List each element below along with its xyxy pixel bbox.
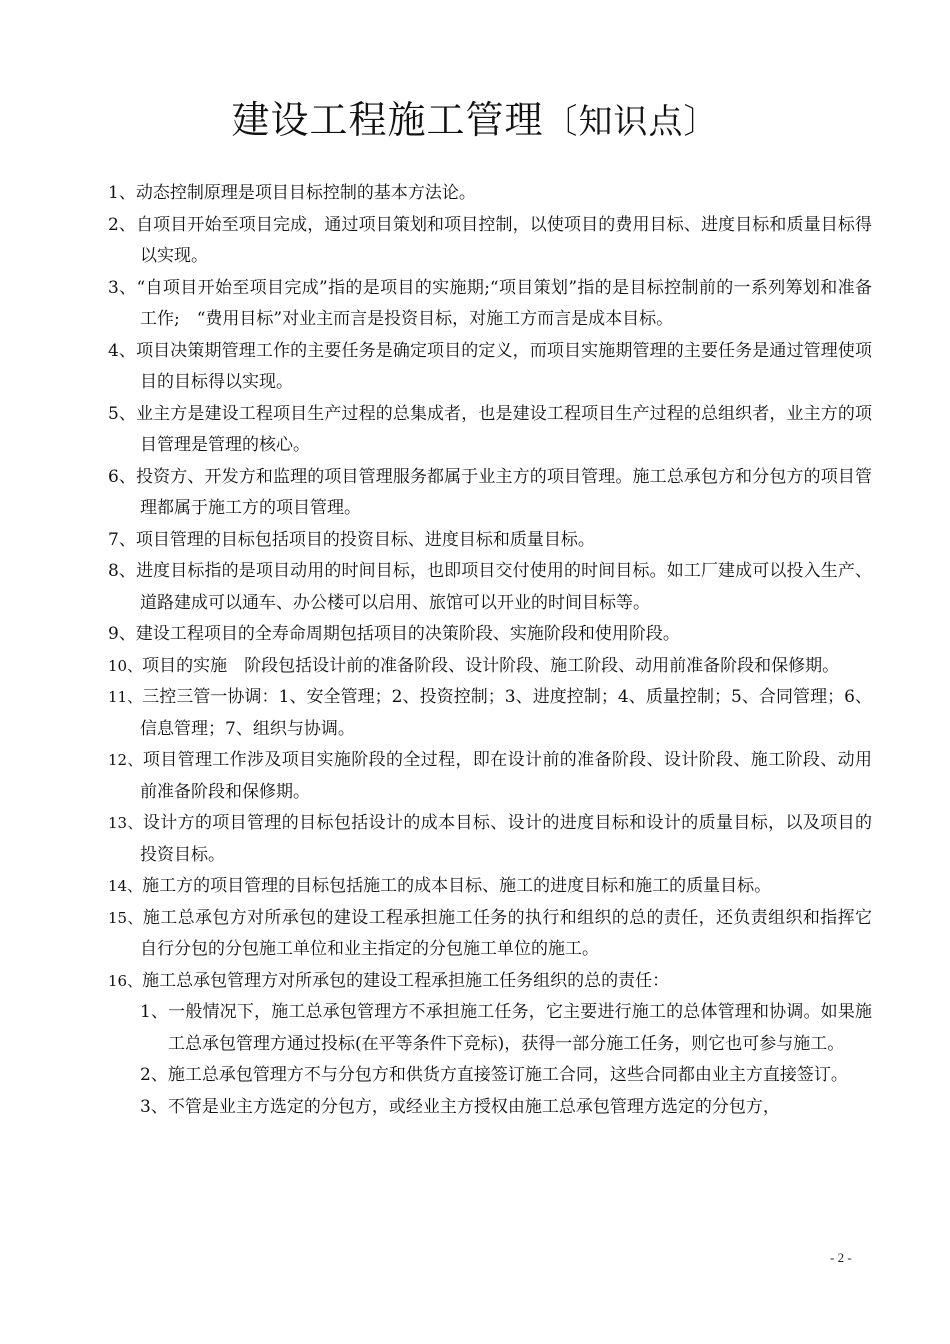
knowledge-point-list bbox=[108, 178, 872, 1123]
sub-list-item bbox=[140, 997, 872, 1060]
item-number: 7、 bbox=[108, 529, 136, 550]
item-number: 15、 bbox=[108, 908, 143, 927]
item-text: 项目管理的目标包括项目的投资目标、进度目标和质量目标。 bbox=[135, 529, 595, 550]
list-item bbox=[108, 556, 872, 619]
list-item bbox=[108, 399, 872, 462]
list-item bbox=[108, 651, 872, 683]
item-number: 2、 bbox=[108, 214, 137, 235]
sub-item-number: 3、 bbox=[140, 1096, 168, 1117]
item-text: 施工方的项目管理的目标包括施工的成本目标、施工的进度目标和施工的质量目标。 bbox=[142, 876, 772, 896]
item-text: 建设工程项目的全寿命周期包括项目的决策阶段、实施阶段和使用阶段。 bbox=[135, 624, 680, 644]
item-text: “自项目开始至项目完成”指的是项目的实施期;“项目策划”指的是目标控制前的一系列筹划和准备工作; “费用目标”对业主而言是投资目标，对施工方而言是成本目标。 bbox=[136, 277, 872, 329]
item-number: 16、 bbox=[108, 971, 143, 990]
item-number: 9、 bbox=[108, 624, 136, 644]
item-text: 进度目标指的是项目动用的时间目标，也即项目交付使用的时间目标。如工厂建成可以投入生产、道路建成可以通车、办公楼可以启用、旅馆可以开业的时间目标等。 bbox=[136, 561, 872, 613]
item-number: 13、 bbox=[108, 814, 143, 832]
list-item bbox=[108, 903, 872, 966]
list-item bbox=[108, 462, 872, 525]
list-item bbox=[108, 178, 872, 210]
item-number: 8、 bbox=[108, 561, 137, 581]
item-text: 项目的实施 阶段包括设计前的准备阶段、设计阶段、施工阶段、动用前准备阶段和保修期。 bbox=[142, 655, 840, 676]
item-text: 投资方、开发方和监理的项目管理服务都属于业主方的项目管理。施工总承包方和分包方的项目管理都属于施工方的项目管理。 bbox=[136, 466, 872, 518]
list-item bbox=[108, 336, 872, 399]
title-main: 建设工程施工管理 bbox=[231, 98, 544, 142]
sub-item-number: 2、 bbox=[140, 1065, 168, 1085]
sub-item-text: 一般情况下，施工总承包管理方不承担施工任务，它主要进行施工的总体管理和协调。如果施工总承包管理方通过投标(在平等条件下竞标)，获得一部分施工任务，则它也可参与施工。 bbox=[168, 1002, 873, 1054]
list-item bbox=[108, 273, 872, 336]
item-text: 业主方是建设工程项目生产过程的总集成者，也是建设工程项目生产过程的总组织者，业主方的项目管理是管理的核心。 bbox=[136, 403, 872, 455]
list-item bbox=[108, 619, 872, 651]
sub-list-item bbox=[140, 1092, 872, 1124]
item-text: 自项目开始至项目完成，通过项目策划和项目控制，以使项目的费用目标、进度目标和质量目标得以实现。 bbox=[136, 214, 872, 266]
list-item bbox=[108, 525, 872, 557]
list-item bbox=[108, 210, 872, 273]
item-number: 12、 bbox=[108, 751, 143, 769]
page-number: - 2 - bbox=[830, 1250, 852, 1265]
sub-item-number: 1、 bbox=[140, 1002, 169, 1022]
item-text: 设计方的项目管理的目标包括设计的成本目标、设计的进度目标和设计的质量目标，以及项目的投资目标。 bbox=[140, 813, 872, 865]
sub-item-text: 施工总承包管理方不与分包方和供货方直接签订施工合同，这些合同都由业主方直接签订。 bbox=[167, 1065, 848, 1085]
title-parenthetical: 〔知识点〕 bbox=[543, 102, 719, 142]
sub-item-text: 不管是业主方选定的分包方，或经业主方授权由施工总承包管理方选定的分包方， bbox=[167, 1096, 780, 1117]
sub-list-item bbox=[140, 1060, 872, 1092]
item-number: 14、 bbox=[108, 877, 143, 895]
item-text: 施工总承包方对所承包的建设工程承担施工任务的执行和组织的总的责任，还负责组织和指挥它自行分包的分包施工单位和业主指定的分包施工单位的施工。 bbox=[140, 907, 872, 959]
item-number: 4、 bbox=[108, 340, 137, 361]
list-item bbox=[108, 808, 872, 871]
item-text: 三控三管一协调：1、安全管理；2、投资控制；3、进度控制；4、质量控制；5、合同管理；6、信息管理；7、组织与协调。 bbox=[140, 687, 872, 739]
item-text: 项目管理工作涉及项目实施阶段的全过程，即在设计前的准备阶段、设计阶段、施工阶段、动用前准备阶段和保修期。 bbox=[140, 750, 872, 802]
item-text: 施工总承包管理方对所承包的建设工程承担施工任务组织的总的责任： bbox=[142, 970, 670, 991]
list-item bbox=[108, 966, 872, 998]
item-number: 3、 bbox=[108, 277, 137, 298]
list-item bbox=[108, 682, 872, 745]
item-number: 11、 bbox=[108, 688, 143, 706]
item-number: 1、 bbox=[108, 183, 136, 203]
page-title bbox=[0, 96, 950, 146]
item-text: 动态控制原理是项目目标控制的基本方法论。 bbox=[135, 183, 476, 203]
item-number: 5、 bbox=[108, 403, 137, 424]
item-number: 6、 bbox=[108, 466, 137, 487]
list-item bbox=[108, 871, 872, 903]
item-text: 项目决策期管理工作的主要任务是确定项目的定义，而项目实施期管理的主要任务是通过管理使项目的目标得以实现。 bbox=[136, 340, 872, 392]
item-number: 10、 bbox=[108, 656, 143, 675]
list-item bbox=[108, 745, 872, 808]
